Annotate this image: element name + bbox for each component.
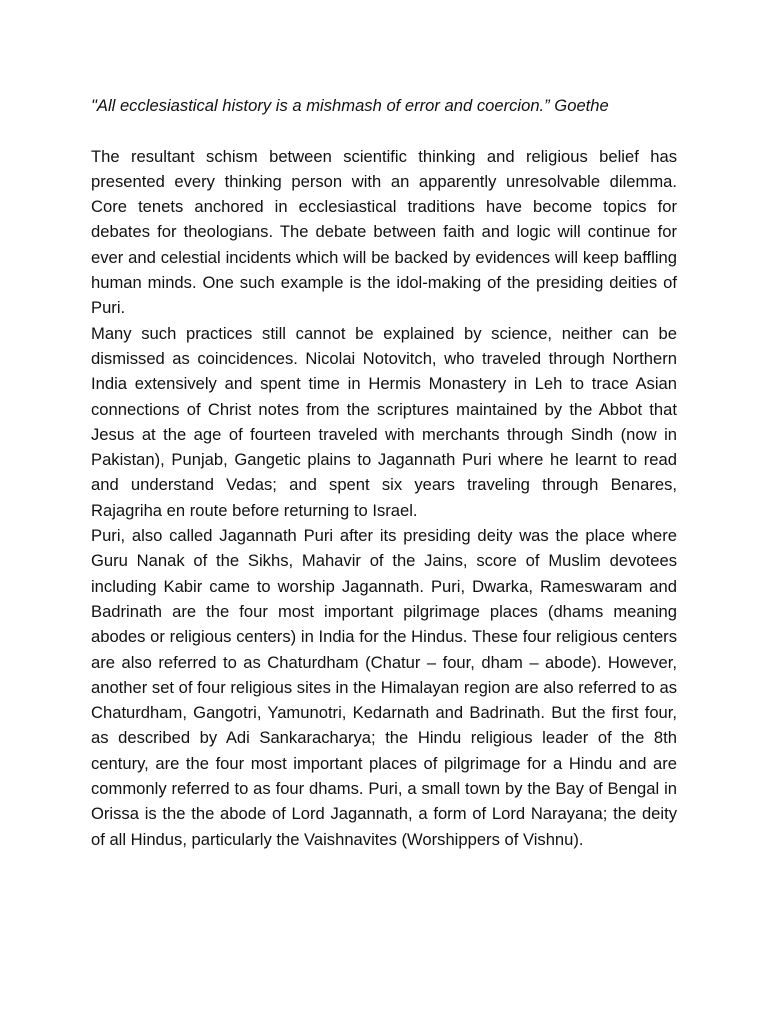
document-page [91,93,677,852]
paragraph-intro: The resultant schism between scientific thinking and religious belief has presented every thinking person with an apparently unresolvable dilemma. Core tenets anchored in ecclesiastical traditions have become topics for debates for theologians. The debate between faith and logic will continue for ever and celestial incidents which will be backed by evidences will keep baffling human minds. One such example is the idol-making of the presiding deities of Puri. [91,146,677,318]
epigraph-quote: "All ecclesiastical history is a mishmash of error and coercion.” Goethe [91,96,609,115]
paragraph-notovitch: Many such practices still cannot be explained by science, neither can be dismissed as coincidences. Nicolai Notovitch, who traveled through Northern India extensively and spent time in Hermis Monastery in Leh to trace Asian connections of Christ notes from the scriptures maintained by the Abbot that Jesus at the age of fourteen traveled with merchants through Sindh (now in Pakistan), Punjab, Gangetic plains to Jagannath Puri where he learnt to read and understand Vedas; and spent six years traveling through Benares, Rajagriha en route before returning to Israel. [91,323,677,520]
paragraph-puri: Puri, also called Jagannath Puri after its presiding deity was the place where Guru Nanak of the Sikhs, Mahavir of the Jains, score of Muslim devotees including Kabir came to worship Jagannath. Puri, Dwarka, Rameswaram and Badrinath are the four most important pilgrimage places (dhams meaning abodes or religious centers) in India for the Hindus. These four religious centers are also referred to as Chaturdham (Chatur – four, dham – abode). However, another set of four religious sites in the Himalayan region are also referred to as Chaturdham, Gangotri, Yamunotri, Kedarnath and Badrinath. But the first four, as described by Adi Sankaracharya; the Hindu religious leader of the 8th century, are the four most important places of pilgrimage for a Hindu and are commonly referred to as four dhams. Puri, a small town by the Bay of Bengal in Orissa is the the abode of Lord Jagannath, a form of Lord Narayana; the deity of all Hindus, particularly the Vaishnavites (Worshippers of Vishnu). [91,526,677,849]
